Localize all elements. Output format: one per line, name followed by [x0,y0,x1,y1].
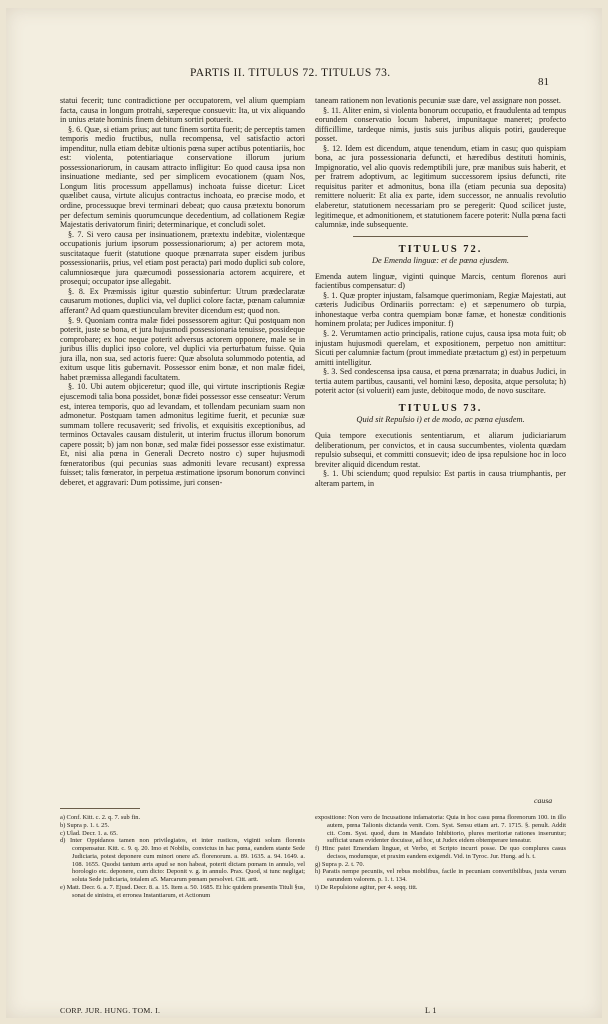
page-number: 81 [538,76,549,88]
right-column [315,96,566,488]
footnote: h) Paratis nempe pecuniis, vel rebus mobilibus, facile in pecuniam convertibilibus, juxta verum earundem valorem. p. 1. t. 134. [315,868,566,883]
footnote: e) Matt. Decr. 6. a. 7. Ejusd. Decr. 8. a. 15. Item a. 50. 1685. Et hic quidem præsentis Tituli §us, sonat de sinistra, et erronea Instantiarum, et Actionum [60,883,305,899]
paragraph: §. 6. Quæ, si etiam prius; aut tunc finem sortita fuerit; de perceptis tamen temporis medio fructibus, nulla recompensa, vel satisfactio actori impenditur, nulla etiam debitæ ultionis pœna super actibus potentiariis, hoc est: violenta, potentiariaque conservatione illorum jurium possessionariorum, in causam attracto infligitur: Eo quod causa ipsa non insinuatione mediante, sed per simplicem evocationem (quam Nos, Longum litis processum appellamus) inchoata fuisse dicetur: Licet quælibet causa, virtute alicujus contractus inchoata, eo præcise modo, et ordine, processuque brevi terminari debeat; quo causa prætextu bonorum per defectum seminis quorumcunque decedentium, ad collationem Regiæ Majestatis derivatorum finiri; determinarique, et concludi solet. [60,124,305,230]
paragraph: §. 7. Si vero causa per insinuationem, prætextu indebitæ, violentæque occupationis jurium ipsorum possessionariorum; a) per actorem mota, suscitataque fuerit (statutione quoque prænarrata super eisdem juribus possessionariis, prius, vel etiam post peracta) pari modo duplici sub colore, calumniosæque jura quæcumodi possessionaria actorem acquirere, et prosequi; occupator ipse allegabit. [60,229,305,287]
footnote: g) Supra p. 2. t. 70. [315,860,365,868]
paragraph: §. 8. Ex Præmissis igitur quæstio subinfertur: Utrum prædeclaratæ causarum motiones, duplici via, vel duplici colore factæ, pœnam calumniæ afferant? Ad quam quæstiunculam breviter dicendum est; quod non. [60,286,305,316]
footnote: d) Inter Oppidanos tamen non privilegiatos, et inter rusticos, viginti solum florenis compensatur. Kitt. c. 9. q. 20. Imo et Nobilis, convictus in hac pœna, eandem stante Sede Judiciaria, potest deponere cum minori onere a5. florenorum. a. 89. 1635. a. 94. 1649. a. 108. 1655. Quodsi tantum æris apud se non habeat, poterit dictam pœnam in annulo, vel horologio etc. deponere, cum dicto: Deponit v. g. in annulo. Prax. Quod, si tunc negligat; soluta Sede judiciaria, totalem a5. Marcarum pœnam persolvet. Citt. artt. [60,837,305,883]
paragraph: §. 9. Quoniam contra malæ fidei possessorem agitur: Qui postquam non poterit, juste se bona, et jura hujusmodi possessionaria tenuisse, possideque comprobare; ex hoc neque poterit adversus actorem opponere, male se in juribus illis duplici ipso colore, vel duplici via perturbatum fuisse. Quia jura illa, non sua, sed actoris fuere: Quæ absoluta solummodo potentia, ad exitum usque litis gubernavit. Possessor enim bonæ, et non malæ fidei, habet præmissa allegandi facultatem. [60,315,305,382]
footnote: i) De Repulsione agitur, per 4. seqq. titt. [315,883,418,891]
volume-signature: CORP. JUR. HUNG. TOM. I. [60,1006,161,1015]
footnote: f) Hinc patet Emendam linguæ, et Verbo, et Scripto incurri posse. De quo complures casus decisos, modumque, et praxim eandem exigendi. Vid. in Tyroc. Jur. Hung. ad h. t. [315,845,566,860]
paragraph: Quia tempore executionis sententiarum, et aliarum judiciariarum deliberationum, per convictos, et in causa succumbentes, violenta quædam repulsio subsequi, et committi consuevit; ideo de ipsa repulsione hoc in loco breviter aliquid dicendum restat. [315,430,566,469]
paragraph: §. 1. Ubi sciendum; quod repulsio: Est partis in causa triumphantis, per alteram partem, in [315,469,566,488]
footnote: expositione: Non vero de Incusatione infamatoria: Quia in hoc casu pœna florenorum 100. in illo autem, pœna Talionis dictanda venit. Com. Syst. Sensu etiam art. 7. 1715. §. penult. Addit cit. Com. Syst. quod, dum in Mandato Inhibitorio, plures meritoriæ rationes inseruntur; sufficiat unam evidenter docuisse, ad hoc, ut Judex eidem obtemperare teneatur. [315,814,566,845]
paragraph: §. 2. Verumtamen actio principalis, ratione cujus, causa ipsa mota fuit; ob injustam hujusmodi querelam, et expositionem, perpetuo non amittitur: Sicuti per calumniæ factum (prout immediate prætactum g) est) in perpetuum amitti intelligitur. [315,329,566,367]
paragraph: §. 10. Ubi autem objiceretur; quod ille, qui virtute inscriptionis Regiæ ejuscemodi talia bona possidet, bonæ fidei possessor esse censeatur: Verum est, interea temporis, quo ad levandam, et tollendam pecuniam suam non admonetur. Postquam tamen admonitus legitime fuerit, et pecuniæ suæ summam tollere recusaverit; sed frivolis, et exquisitis exceptionibus, ad terminos Octavales causam distulerit, ut interim fructus illorum bonorum capere possit; b) jam non bonæ, sed malæ fidei possessor esse existimatur. Et, nisi alia pœna in Generali Decreto nostro c) super hujusmodi fœneratoribus (qui pecunias suas admoniti levare recusant) expressa fuisset; talis fœnerator, in perpetua æstimatione ipsorum bonorum convinci deberet, et aggravari: Dum potissime, juri consen- [60,382,305,487]
left-column [60,96,305,487]
sheet-mark: L 1 [425,1006,437,1015]
paragraph: §. 11. Aliter enim, si violenta bonorum occupatio, et fraudulenta ad tempus eorundem conservatio locum haberet, impunitaque maneret; profecto difficillime, tardeque nimis, justis suis juribus aliquis potiri, gaudereque posset. [315,105,566,144]
paragraph: Emenda autem linguæ, viginti quinque Marcis, centum florenos auri facientibus compensatur: d) [315,271,566,291]
paragraph: §. 3. Sed condescensa ipsa causa, et pœna prænarrata; in duabus Judici, in tertia autem partibus, causanti, vel homini læso, deposita, atque persoluta; h) poterit actor (si voluerit) eam juste, debitoque modo, de novo suscitare. [315,367,566,396]
paragraph: §. 12. Idem est dicendum, atque tenendum, etiam in casu; quo quispiam bona, ac jura possessionaria defuncti, et hæredibus destituti hominis, Impignoratio, vel alio quovis redemptibili jure, præ manibus suis haberit, et per fratrem adoptivum, ac legitimum successorem ipsius defuncti, rite requisitus pariter et admonitus, bona illa (etiam pecunia sua deposita) remittere noluerit: Et alia ex parte, idem successor, ne annualis revolutio elaberetur, statutionem necessariam pro se peregerit: Quod scilicet juste, legitimeque, et admonitionem, et statutionem facere poterit: Nulla pœna facti calumniæ, inde subsequente. [315,143,566,230]
footnote-separator [60,808,140,809]
footnote: b) Supra p. 1. t. 25. [60,821,110,829]
paragraph: statui fecerit; tunc contradictione per occupatorem, vel alium quempiam facta, causa in longum protrahi, sæpereque consuevit: Ita, ut vix aliquando in unius ætate hominis finem debitum sortiri potuerit. [60,96,305,125]
paragraph: §. 1. Quæ propter injustam, falsamque querimoniam, Regiæ Majestati, aut cæteris Judicibus Ordinariis porrectam: e) et sæpenumero ob turpia, inhonestaque verba contra quempiam bonæ famæ, et honestæ conditionis hominem prolata; per Judices imponitur. f) [315,290,566,329]
footnotes-left [60,814,305,899]
section-divider [353,236,529,237]
footnotes-right [315,814,566,892]
footnote: c) Ulad. Decr. 1. a. 65. [60,829,118,837]
paragraph: taneam rationem non levationis pecuniæ suæ dare, vel assignare non posset. [315,96,561,105]
title-73-subtitle: Quid sit Repulsio i) et de modo, ac pœna ejusdem. [356,415,525,425]
title-72-subtitle: De Emenda linguæ: et de pœna ejusdem. [372,256,509,266]
title-72-heading: TITULUS 72. [398,243,483,255]
footnote: a) Conf. Kitt. c. 2. q. 7. sub fin. [60,814,141,821]
title-73-heading: TITULUS 73. [398,402,483,414]
running-header: PARTIS II. TITULUS 72. TITULUS 73. [190,67,391,79]
catchword: causa [534,796,553,805]
